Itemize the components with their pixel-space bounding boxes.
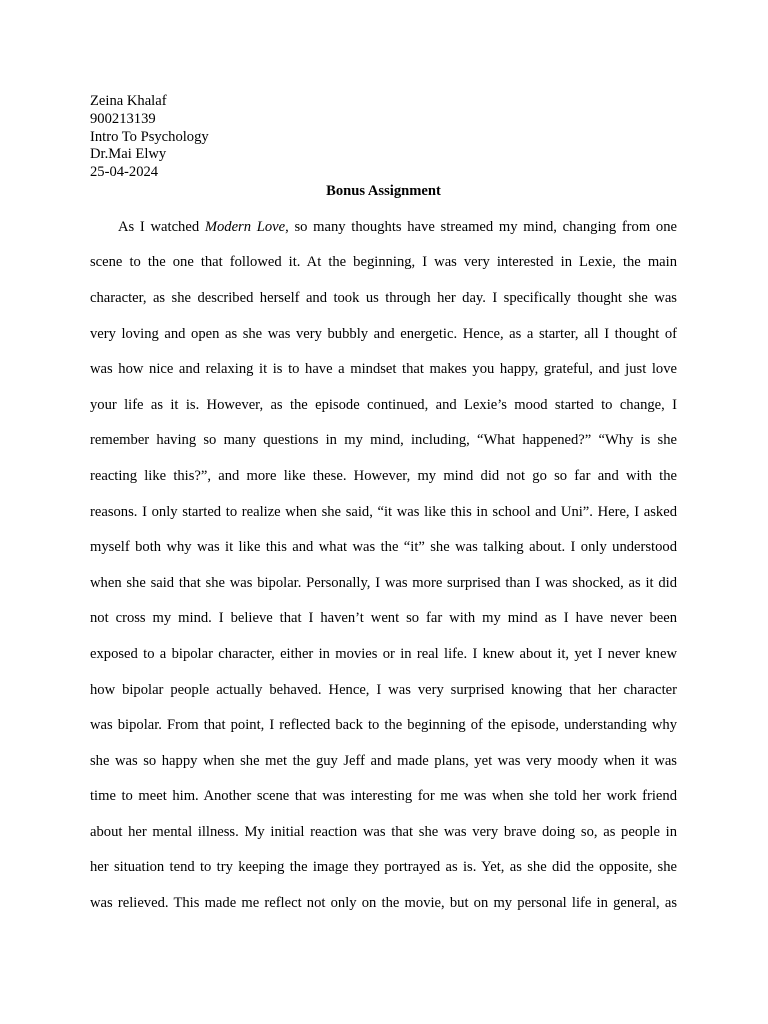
course-name: Intro To Psychology xyxy=(90,128,209,145)
paragraph-line: scene to the one that followed it. At the beginning, I was very interested in Lexie, the main xyxy=(90,254,677,271)
paragraph-line: was relieved. This made me reflect not only on the movie, but on my personal life in general, as xyxy=(90,895,677,912)
author-name: Zeina Khalaf xyxy=(90,93,167,109)
paragraph-line: was how nice and relaxing it is to have a mindset that makes you happy, grateful, and just love xyxy=(90,361,677,378)
paragraph-line: not cross my mind. I believe that I haven’t went so far with my mind as I have never been xyxy=(90,610,677,627)
line-text: , so many thoughts have streamed my mind, changing from one xyxy=(285,218,677,235)
student-id: 900213139 xyxy=(90,110,156,127)
show-title-italic: Modern Love xyxy=(204,218,286,235)
paragraph-line: when she said that she was bipolar. Personally, I was more surprised than I was shocked, as it did xyxy=(90,574,677,591)
document-title: Bonus Assignment xyxy=(326,182,441,199)
paragraph-line: about her mental illness. My initial reaction was that she was very brave doing so, as people in xyxy=(90,823,677,840)
paragraph-line: your life as it is. However, as the episode continued, and Lexie’s mood started to change, I xyxy=(90,396,677,413)
document-header xyxy=(90,93,677,182)
paragraph-line: character, as she described herself and took us through her day. I specifically thought she was xyxy=(90,289,677,306)
line-text: As I watched xyxy=(118,218,205,235)
paragraph-line: very loving and open as she was very bubbly and energetic. Hence, as a starter, all I thought of xyxy=(90,325,677,342)
instructor-name: Dr.Mai Elwy xyxy=(90,146,167,163)
paragraph-line: her situation tend to try keeping the image they portrayed as is. Yet, as she did the opposite, she xyxy=(90,859,677,876)
paragraph-line: reasons. I only started to realize when she said, “it was like this in school and Uni”. Here, I asked xyxy=(90,503,677,520)
paragraph-line: remember having so many questions in my mind, including, “What happened?” “Why is she xyxy=(90,432,677,449)
paragraph-line: time to meet him. Another scene that was interesting for me was when she told her work friend xyxy=(90,788,677,805)
body-paragraph xyxy=(90,210,677,922)
paragraph-line: was bipolar. From that point, I reflected back to the beginning of the episode, understanding why xyxy=(90,717,677,734)
paragraph-line: myself both why was it like this and what was the “it” she was talking about. I only understood xyxy=(90,539,677,556)
paragraph-line: reacting like this?”, and more like these. However, my mind did not go so far and with the xyxy=(90,467,677,484)
document-page xyxy=(90,93,677,922)
document-date: 25-04-2024 xyxy=(90,164,159,181)
paragraph-line xyxy=(90,210,677,246)
paragraph-line: she was so happy when she met the guy Jeff and made plans, yet was very moody when it was xyxy=(90,752,677,769)
paragraph-line: exposed to a bipolar character, either in movies or in real life. I knew about it, yet I never knew xyxy=(90,645,677,662)
paragraph-line: how bipolar people actually behaved. Hence, I was very surprised knowing that her character xyxy=(90,681,677,698)
